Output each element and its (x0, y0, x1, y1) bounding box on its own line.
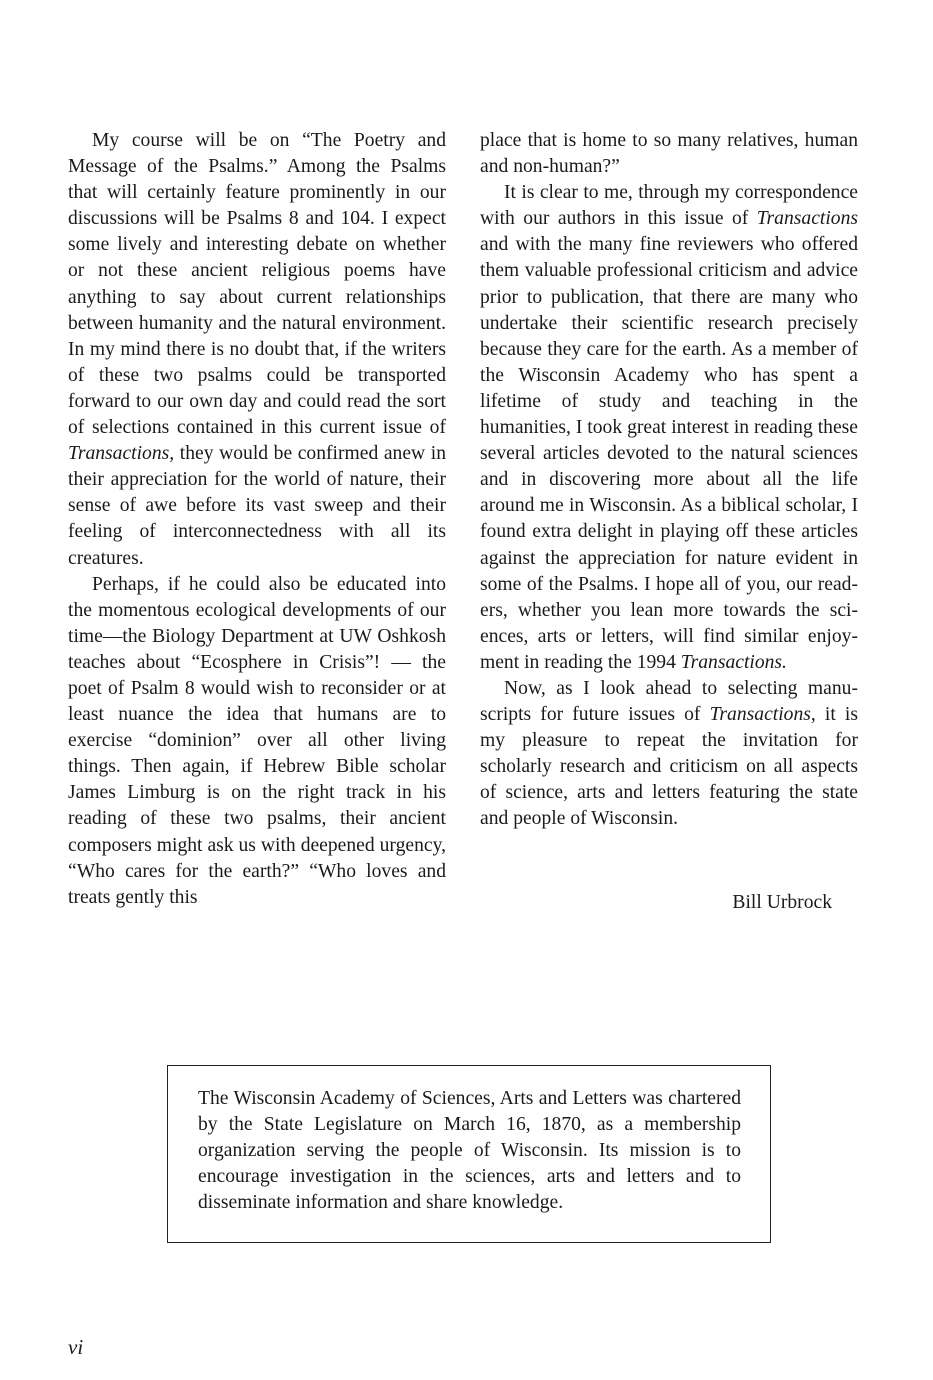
page-number: vi (68, 1335, 84, 1359)
left-p1-text-a: My course will be on “The Poetry and Message of the Psalms.” Among the Psalms that will certainly feature prominently in our discussions will be Psalms 8 and 104. I expect some lively and interesting debate on whether or not these ancient religious poems have anything to say about current relationships between humanity and the natural environment. In my mind there is no doubt that, if the writers of these two psalms could be transported forward to our own day and could read the sort of selections contained in this current issue of (68, 130, 446, 439)
left-p2-text: Perhaps, if he could also be educated into the momentous ecological developments of our time—the Biology Department at UW Oshkosh teaches about “Ecosphere in Crisis”! — the poet of Psalm 8 would wish to reconsider or at least nuance the idea that humans are to exercise “dominion” over all other living things. Then again, if Hebrew Bible scholar James Limburg is on the right track in his reading of these two psalms, their ancient composers might ask us with deepened urgency, “Who cares for the earth?” “Who loves and treats gently this (68, 573, 446, 908)
right-paragraph-2 (480, 676, 858, 833)
right-p2-text-a: Now, as I look ahead to selecting manuscripts for future issues of (480, 677, 858, 726)
left-column (68, 128, 446, 911)
right-p0-text: place that is home to so many relatives, human and non-human?” (480, 130, 858, 178)
left-p1-italic: Transactions, (68, 443, 175, 465)
left-p1-text-b: they would be confirmed anew in their appreciation for the world of nature, their sense of awe before its vast sweep and their feeling of interconnectedness with all its creatures. (68, 443, 446, 569)
mission-text: The Wisconsin Academy of Sciences, Arts and Letters was chartered by the State Legislature on March 16, 1870, as a membership organization serving the people of Wisconsin. Its mission is to encourage investigation in the sciences, arts and letters and to disseminate information and share knowledge. (198, 1088, 741, 1214)
mission-box (167, 1065, 771, 1243)
signature: Bill Urbrock (732, 892, 832, 913)
right-paragraph-1 (480, 180, 858, 676)
right-p2-italic: Transactions (709, 704, 811, 726)
left-paragraph-1 (68, 128, 446, 572)
right-paragraph-0 (480, 128, 858, 180)
right-column (480, 128, 858, 833)
right-p1-italic-b: Transactions. (680, 651, 787, 673)
right-p1-text-a: It is clear to me, through my correspondence with our authors in this issue of (480, 182, 858, 230)
right-p1-italic-a: Transactions (756, 208, 858, 230)
right-p1-text-b: and with the many fine reviewers who offered them valuable professional criticism and advice prior to publication, that there are many who undertake their scientific research precisely because they care for the earth. As a member of the Wisconsin Academy who has spent a lifetime of study and teaching in the humanities, I took great interest in reading these several articles devoted to the natural sciences and in discovering more about all the life around me in Wisconsin. As a biblical scholar, I found extra delight in playing off these articles against the appreciation for nature evident in some of the Psalms. I hope all of you, our readers, whether you lean more towards the sciences, arts or letters, will find similar enjoyment in reading the 1994 (480, 234, 858, 673)
right-p2-text-b: , it is my pleasure to repeat the invitation for scholarly research and criticism on all aspects of science, arts and letters featuring the state and people of Wisconsin. (480, 704, 858, 830)
left-paragraph-2 (68, 572, 446, 911)
